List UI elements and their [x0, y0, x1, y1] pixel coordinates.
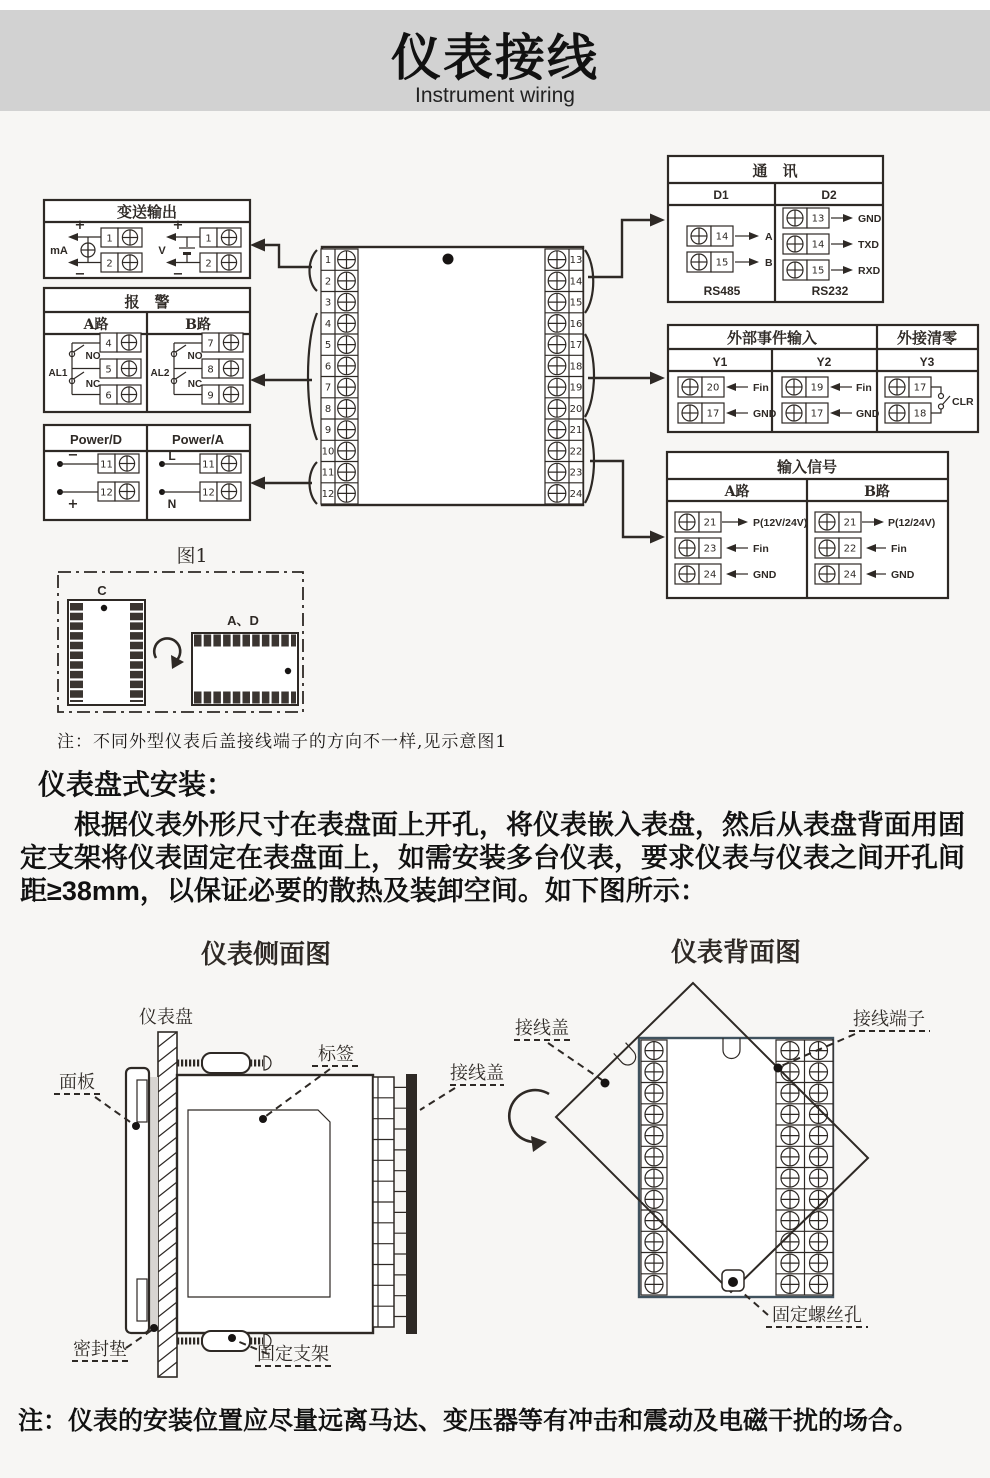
transmitter-output-box — [44, 200, 250, 282]
svg-text:9: 9 — [207, 390, 214, 402]
side-view — [54, 940, 504, 1377]
svg-text:2: 2 — [205, 258, 212, 270]
svg-text:1: 1 — [205, 233, 212, 245]
svg-text:AL1: AL1 — [48, 368, 68, 379]
communication-box — [668, 156, 883, 302]
top-white-strip — [0, 0, 990, 10]
clear-title: 外接清零 — [896, 330, 958, 347]
svg-text:GND: GND — [856, 408, 880, 420]
svg-text:−: − — [172, 267, 184, 282]
svg-text:6: 6 — [105, 390, 112, 402]
svg-text:Fin: Fin — [753, 543, 769, 555]
svg-text:P(12V/24V): P(12V/24V) — [753, 517, 808, 529]
svg-text:AL2: AL2 — [150, 368, 170, 379]
orientation-dot — [443, 254, 454, 265]
svg-text:N: N — [167, 497, 177, 511]
svg-text:24: 24 — [703, 569, 717, 581]
svg-text:14: 14 — [715, 231, 729, 243]
svg-text:P(12/24V): P(12/24V) — [888, 517, 936, 529]
center-right-terminal-column — [545, 249, 583, 504]
svg-text:21: 21 — [569, 425, 583, 437]
svg-text:5: 5 — [105, 364, 112, 376]
svg-text:13: 13 — [569, 255, 583, 267]
svg-text:RS485: RS485 — [703, 284, 741, 298]
figure1-note: 注：不同外型仪表后盖接线端子的方向不一样,见示意图1 — [57, 732, 508, 752]
svg-text:Y1: Y1 — [712, 355, 728, 369]
svg-text:mA: mA — [50, 245, 68, 257]
panel-wall — [158, 1032, 177, 1377]
svg-text:B: B — [765, 257, 773, 269]
rear-terminal-strip — [373, 1074, 417, 1334]
svg-text:19: 19 — [810, 382, 824, 394]
svg-text:6: 6 — [324, 361, 332, 373]
svg-text:接线盖: 接线盖 — [515, 1018, 569, 1038]
svg-text:18: 18 — [913, 408, 927, 420]
back-view — [509, 938, 930, 1327]
svg-text:17: 17 — [569, 340, 583, 352]
svg-text:−: − — [67, 448, 79, 463]
svg-text:11: 11 — [202, 459, 215, 471]
svg-text:14: 14 — [569, 276, 583, 288]
gasket-strip — [149, 1077, 158, 1327]
power-a-title: Power/A — [171, 432, 225, 447]
svg-text:Fin: Fin — [753, 382, 769, 394]
svg-text:3: 3 — [324, 297, 332, 309]
svg-text:4: 4 — [105, 338, 112, 350]
svg-text:B路: B路 — [864, 484, 890, 500]
svg-text:A路: A路 — [83, 317, 109, 333]
page-subtitle: Instrument wiring — [415, 84, 575, 107]
back-right-terminal-columns — [776, 1040, 833, 1295]
svg-text:4: 4 — [324, 318, 332, 330]
svg-text:接线盖: 接线盖 — [450, 1063, 504, 1083]
transmitter-title: 变送输出 — [116, 204, 178, 221]
input-signal-box — [667, 452, 948, 598]
panel-install-heading: 仪表盘式安装： — [38, 769, 235, 800]
external-event-box — [668, 325, 978, 432]
input-title: 输入信号 — [776, 459, 838, 476]
svg-text:面板: 面板 — [59, 1072, 95, 1092]
back-cover-callout — [514, 1018, 610, 1088]
svg-text:标签: 标签 — [318, 1044, 354, 1064]
svg-text:12: 12 — [202, 487, 215, 499]
svg-text:2: 2 — [324, 276, 332, 288]
side-view-title: 仪表侧面图 — [200, 940, 332, 970]
svg-text:5: 5 — [324, 340, 332, 352]
wiring-diagram — [0, 110, 990, 730]
panel-label: 仪表盘 — [139, 1007, 193, 1027]
svg-text:RS232: RS232 — [811, 284, 849, 298]
svg-text:15: 15 — [569, 297, 583, 309]
figure1-caption: 图1 — [176, 545, 208, 567]
svg-text:14: 14 — [811, 239, 825, 251]
svg-text:GND: GND — [858, 213, 882, 225]
fixing-screw-hole — [722, 1270, 744, 1291]
svg-text:12: 12 — [100, 487, 113, 499]
svg-text:11: 11 — [321, 467, 335, 479]
svg-text:NC: NC — [85, 379, 101, 390]
alarm-box — [44, 288, 250, 412]
svg-text:+: + — [67, 497, 79, 512]
svg-text:17: 17 — [810, 408, 824, 420]
back-left-terminal-column — [641, 1040, 667, 1295]
svg-text:22: 22 — [843, 543, 857, 555]
svg-text:GND: GND — [753, 569, 777, 581]
svg-text:17: 17 — [913, 382, 927, 394]
alarm-title: 报 警 — [124, 294, 170, 311]
power-d-title: Power/D — [69, 432, 123, 447]
bottom-note: 注：仪表的安装位置应尽量远离马达、变压器等有冲击和震动及电磁干扰的场合。 — [18, 1407, 919, 1435]
figure1-rotate-icon — [154, 638, 184, 669]
svg-text:GND: GND — [753, 408, 777, 420]
svg-text:9: 9 — [324, 425, 332, 437]
figure1 — [58, 545, 303, 712]
svg-text:20: 20 — [569, 403, 583, 415]
svg-text:Y2: Y2 — [816, 355, 832, 369]
svg-text:D2: D2 — [821, 188, 837, 202]
svg-text:B路: B路 — [185, 317, 211, 333]
svg-text:接线端子: 接线端子 — [853, 1009, 925, 1029]
svg-text:19: 19 — [569, 382, 583, 394]
svg-text:8: 8 — [207, 364, 214, 376]
svg-text:+: + — [172, 218, 184, 233]
svg-text:D1: D1 — [713, 188, 729, 202]
panel-install-paragraph: 根据仪表外形尺寸在表盘面上开孔，将仪表嵌入表盘，然后从表盘背面用固定支架将仪表固定在表盘面上，如需安装多台仪表，要求仪表与仪表之间开孔间距≥38mm，以保证必要的散热及装卸空间。如下图所示： — [20, 810, 965, 906]
svg-text:固定螺丝孔: 固定螺丝孔 — [772, 1305, 862, 1325]
svg-text:固定支架: 固定支架 — [257, 1344, 329, 1364]
svg-text:20: 20 — [706, 382, 720, 394]
title-band — [0, 10, 990, 111]
svg-text:C: C — [97, 583, 107, 598]
svg-text:11: 11 — [100, 459, 113, 471]
svg-text:−: − — [74, 267, 86, 282]
front-bezel — [126, 1068, 149, 1333]
center-left-terminal-column — [321, 249, 358, 504]
svg-text:A路: A路 — [724, 484, 750, 500]
svg-text:A、D: A、D — [227, 613, 259, 628]
figure1-c-form — [68, 583, 145, 705]
svg-text:NC: NC — [187, 379, 203, 390]
svg-text:A: A — [765, 231, 773, 243]
svg-text:TXD: TXD — [858, 239, 879, 251]
svg-text:GND: GND — [891, 569, 915, 581]
svg-text:23: 23 — [569, 467, 583, 479]
back-rotate-icon — [509, 1090, 549, 1152]
event-title: 外部事件输入 — [726, 330, 818, 347]
svg-text:10: 10 — [321, 446, 335, 458]
installation-diagrams — [0, 930, 990, 1400]
svg-text:15: 15 — [811, 265, 825, 277]
figure1-ad-form — [192, 613, 298, 705]
svg-text:15: 15 — [715, 257, 729, 269]
svg-text:Y3: Y3 — [919, 355, 935, 369]
center-terminal-block — [250, 214, 665, 544]
svg-text:21: 21 — [703, 517, 717, 529]
svg-text:18: 18 — [569, 361, 583, 373]
svg-text:1: 1 — [106, 233, 113, 245]
svg-text:7: 7 — [207, 338, 214, 350]
svg-text:密封垫: 密封垫 — [73, 1339, 127, 1359]
svg-text:Fin: Fin — [891, 543, 907, 555]
svg-text:NO: NO — [187, 351, 203, 362]
terminal-cover-bar — [406, 1074, 417, 1334]
svg-text:1: 1 — [324, 255, 332, 267]
page-title: 仪表接线 — [391, 30, 599, 86]
side-cover-callout — [420, 1063, 504, 1110]
svg-text:+: + — [74, 218, 86, 233]
svg-text:2: 2 — [106, 258, 113, 270]
svg-text:L: L — [168, 449, 176, 463]
svg-text:24: 24 — [569, 488, 583, 500]
svg-text:13: 13 — [811, 213, 825, 225]
svg-text:NO: NO — [85, 351, 101, 362]
top-fixing-clamp — [177, 1053, 271, 1073]
svg-text:7: 7 — [324, 382, 332, 394]
comm-title: 通 讯 — [752, 163, 798, 180]
power-box — [44, 425, 250, 520]
svg-text:RXD: RXD — [858, 265, 881, 277]
svg-text:23: 23 — [703, 543, 717, 555]
svg-text:Fin: Fin — [856, 382, 872, 394]
back-view-title: 仪表背面图 — [670, 938, 802, 968]
svg-text:21: 21 — [843, 517, 857, 529]
svg-text:CLR: CLR — [952, 396, 974, 408]
svg-text:12: 12 — [321, 488, 335, 500]
svg-text:16: 16 — [569, 318, 583, 330]
svg-text:V: V — [158, 245, 166, 257]
svg-text:24: 24 — [843, 569, 857, 581]
instrument-body — [177, 1075, 373, 1333]
svg-text:22: 22 — [569, 446, 583, 458]
svg-text:8: 8 — [324, 403, 332, 415]
svg-text:17: 17 — [706, 408, 720, 420]
